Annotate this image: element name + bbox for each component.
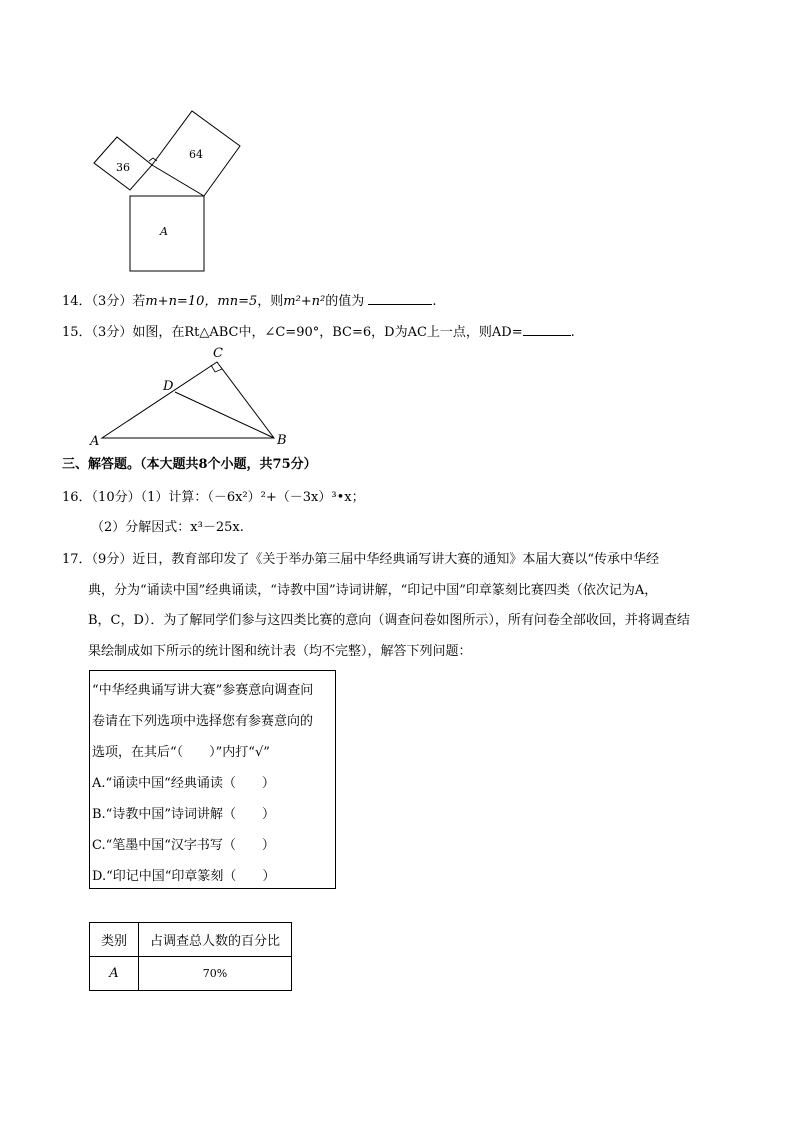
table-row bbox=[90, 957, 292, 991]
questionnaire-box bbox=[89, 670, 336, 889]
q15-answer-blank[interactable] bbox=[523, 321, 571, 336]
questionnaire-option-c[interactable]: C.“笔墨中国“汉字书写（ ） bbox=[92, 838, 275, 853]
q14-end: . bbox=[432, 294, 437, 309]
q17-line3: B，C，D）．为了解同学们参与这四类比赛的意向（调查问卷如图所示），所有问卷全部收回，并将调查结 bbox=[88, 613, 690, 628]
label-b: B bbox=[277, 433, 287, 448]
label-a: A bbox=[90, 434, 100, 449]
q16-line1: 16．（10分）（1）计算：（－6x²）²+（－3x）³•x； bbox=[62, 490, 365, 505]
q15-score: （3分） bbox=[91, 325, 133, 340]
segment-db bbox=[175, 392, 274, 438]
table-header-category: 类别 bbox=[90, 923, 139, 957]
square-64-label: 64 bbox=[189, 148, 203, 161]
questionnaire-option-a[interactable]: A.“诵读中国“经典诵读（ ） bbox=[92, 776, 275, 791]
questionnaire-option-d[interactable]: D.“印记中国“印章篆刻（ ） bbox=[92, 869, 276, 884]
triangle-figure bbox=[88, 344, 298, 449]
section-3-title: 三、解答题。（本大题共8个小题，共75分） bbox=[62, 457, 317, 472]
q15-end: . bbox=[570, 325, 575, 340]
label-d: D bbox=[163, 379, 174, 394]
question-14 bbox=[62, 290, 437, 313]
table-header-percent: 占调查总人数的百分比 bbox=[139, 923, 292, 957]
triangle-abc bbox=[102, 362, 274, 438]
q14-text-c: 的值为 bbox=[325, 294, 365, 309]
table-cell-category: A bbox=[90, 957, 139, 991]
question-15 bbox=[62, 321, 575, 344]
square-a-label: A bbox=[160, 225, 168, 238]
table-header-row bbox=[90, 923, 292, 957]
q14-number: 14． bbox=[62, 294, 92, 309]
questionnaire-line1: “中华经典诵写讲大赛”参赛意向调查问 bbox=[92, 683, 314, 698]
statistics-table bbox=[89, 922, 292, 991]
q14-text-a: 若 bbox=[132, 294, 146, 309]
table-cell-percent: 70% bbox=[139, 957, 292, 991]
label-c: C bbox=[213, 346, 223, 361]
q14-text-b: ，则 bbox=[257, 294, 284, 309]
square-36-label: 36 bbox=[116, 161, 130, 174]
questionnaire-option-b[interactable]: B.“诗教中国”诗词讲解（ ） bbox=[92, 807, 275, 822]
q17-line1: 17．（9分）近日，教育部印发了《关于举办第三届中华经典诵写讲大赛的通知》本届大赛以“传承中华经 bbox=[62, 552, 659, 567]
q14-expr1: m+n=10，mn=5 bbox=[145, 294, 258, 309]
q14-expr2: m²+n² bbox=[283, 294, 326, 309]
questionnaire-line3: 选项，在其后“（ ）”内打“√” bbox=[92, 745, 270, 760]
q14-score: （3分） bbox=[91, 294, 133, 309]
q16-line2: （2）分解因式：x³－25x. bbox=[91, 520, 244, 535]
squares-figure bbox=[88, 105, 248, 275]
q15-text: 如图，在Rt△ABC中，∠C=90°，BC=6，D为AC上一点，则AD= bbox=[132, 325, 523, 340]
q17-line4: 果绘制成如下所示的统计图和统计表（均不完整），解答下列问题： bbox=[88, 644, 472, 659]
q14-answer-blank[interactable] bbox=[368, 290, 432, 305]
questionnaire-line2: 卷请在下列选项中选择您有参赛意向的 bbox=[92, 714, 314, 729]
q15-number: 15． bbox=[62, 325, 92, 340]
q17-line2: 典，分为“诵读中国”经典诵读，“诗教中国”诗词讲解，“印记中国”印章篆刻比赛四类（依次记为A， bbox=[88, 583, 658, 598]
